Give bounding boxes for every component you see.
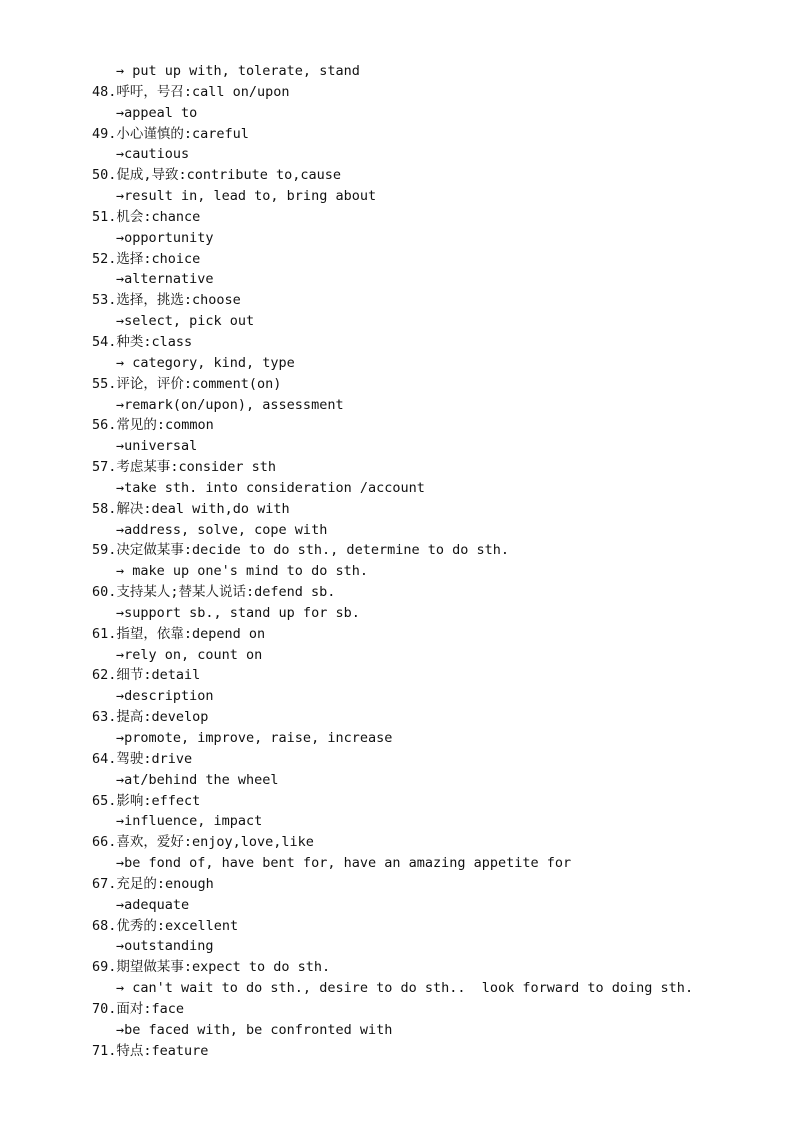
entry-line: 52.选择:choice <box>92 250 201 267</box>
entry-line: 60.支持某人;替某人说话:defend sb. <box>92 584 336 601</box>
entry-line: 49.小心谨慎的:careful <box>92 125 249 142</box>
entry-line: 55.评论，评价:comment(on) <box>92 375 282 392</box>
entry-line: 58.解决:deal with,do with <box>92 500 290 517</box>
synonym-line: →at/behind the wheel <box>116 771 279 788</box>
entry-line: 59.决定做某事:decide to do sth., determine to do sth. <box>92 542 509 559</box>
entry-line: 57.考虑某事:consider sth <box>92 459 277 476</box>
synonym-line: →promote, improve, raise, increase <box>116 730 393 746</box>
synonym-line: →be fond of, have bent for, have an amazing appetite for <box>116 855 572 872</box>
synonym-line: →description <box>116 688 214 705</box>
synonym-line: →influence, impact <box>116 813 263 830</box>
synonym-line: →support sb., stand up for sb. <box>116 604 360 621</box>
synonym-line: →alternative <box>116 271 214 288</box>
synonym-line: → put up with, tolerate, stand <box>116 63 360 79</box>
entry-line: 56.常见的:common <box>92 417 214 434</box>
entry-line: 53.选择，挑选:choose <box>92 292 241 309</box>
entry-line: 65.影响:effect <box>92 792 201 809</box>
synonym-line: →address, solve, cope with <box>116 521 328 538</box>
synonym-line: → can't wait to do sth., desire to do sth.. look forward to doing sth. <box>116 980 694 997</box>
synonym-line: →take sth. into consideration /account <box>116 479 425 496</box>
entry-line: 64.驾驶:drive <box>92 750 193 767</box>
entry-line: 68.优秀的:excellent <box>92 917 239 934</box>
entry-line: 69.期望做某事:expect to do sth. <box>92 959 331 976</box>
entry-line: 48.呼吁，号召:call on/upon <box>92 83 290 100</box>
entry-line: 54.种类:class <box>92 333 193 350</box>
entry-line: 70.面对:face <box>92 1000 185 1017</box>
synonym-line: →result in, lead to, bring about <box>116 188 377 205</box>
synonym-line: →adequate <box>116 896 190 913</box>
synonym-line: →opportunity <box>116 229 214 246</box>
vocabulary-list <box>92 61 772 1062</box>
entry-line: 63.提高:develop <box>92 709 209 726</box>
synonym-line: →appeal to <box>116 104 198 121</box>
entry-line: 62.细节:detail <box>92 667 201 684</box>
synonym-line: →cautious <box>116 146 190 163</box>
synonym-line: → make up one's mind to do sth. <box>116 563 368 580</box>
entry-line: 71.特点:feature <box>92 1042 209 1059</box>
synonym-line: →outstanding <box>116 938 214 955</box>
entry-line: 66.喜欢，爱好:enjoy,love,like <box>92 834 314 851</box>
synonym-line: →remark(on/upon), assessment <box>116 396 344 413</box>
entry-line: 67.充足的:enough <box>92 875 214 892</box>
synonym-line: →universal <box>116 438 198 455</box>
entry-line: 50.促成,导致:contribute to,cause <box>92 167 342 184</box>
entry-line: 61.指望，依靠:depend on <box>92 625 266 642</box>
synonym-line: →be faced with, be confronted with <box>116 1021 393 1038</box>
synonym-line: →select, pick out <box>116 313 255 330</box>
entry-line: 51.机会:chance <box>92 208 201 225</box>
synonym-line: → category, kind, type <box>116 354 295 371</box>
synonym-line: →rely on, count on <box>116 646 263 663</box>
